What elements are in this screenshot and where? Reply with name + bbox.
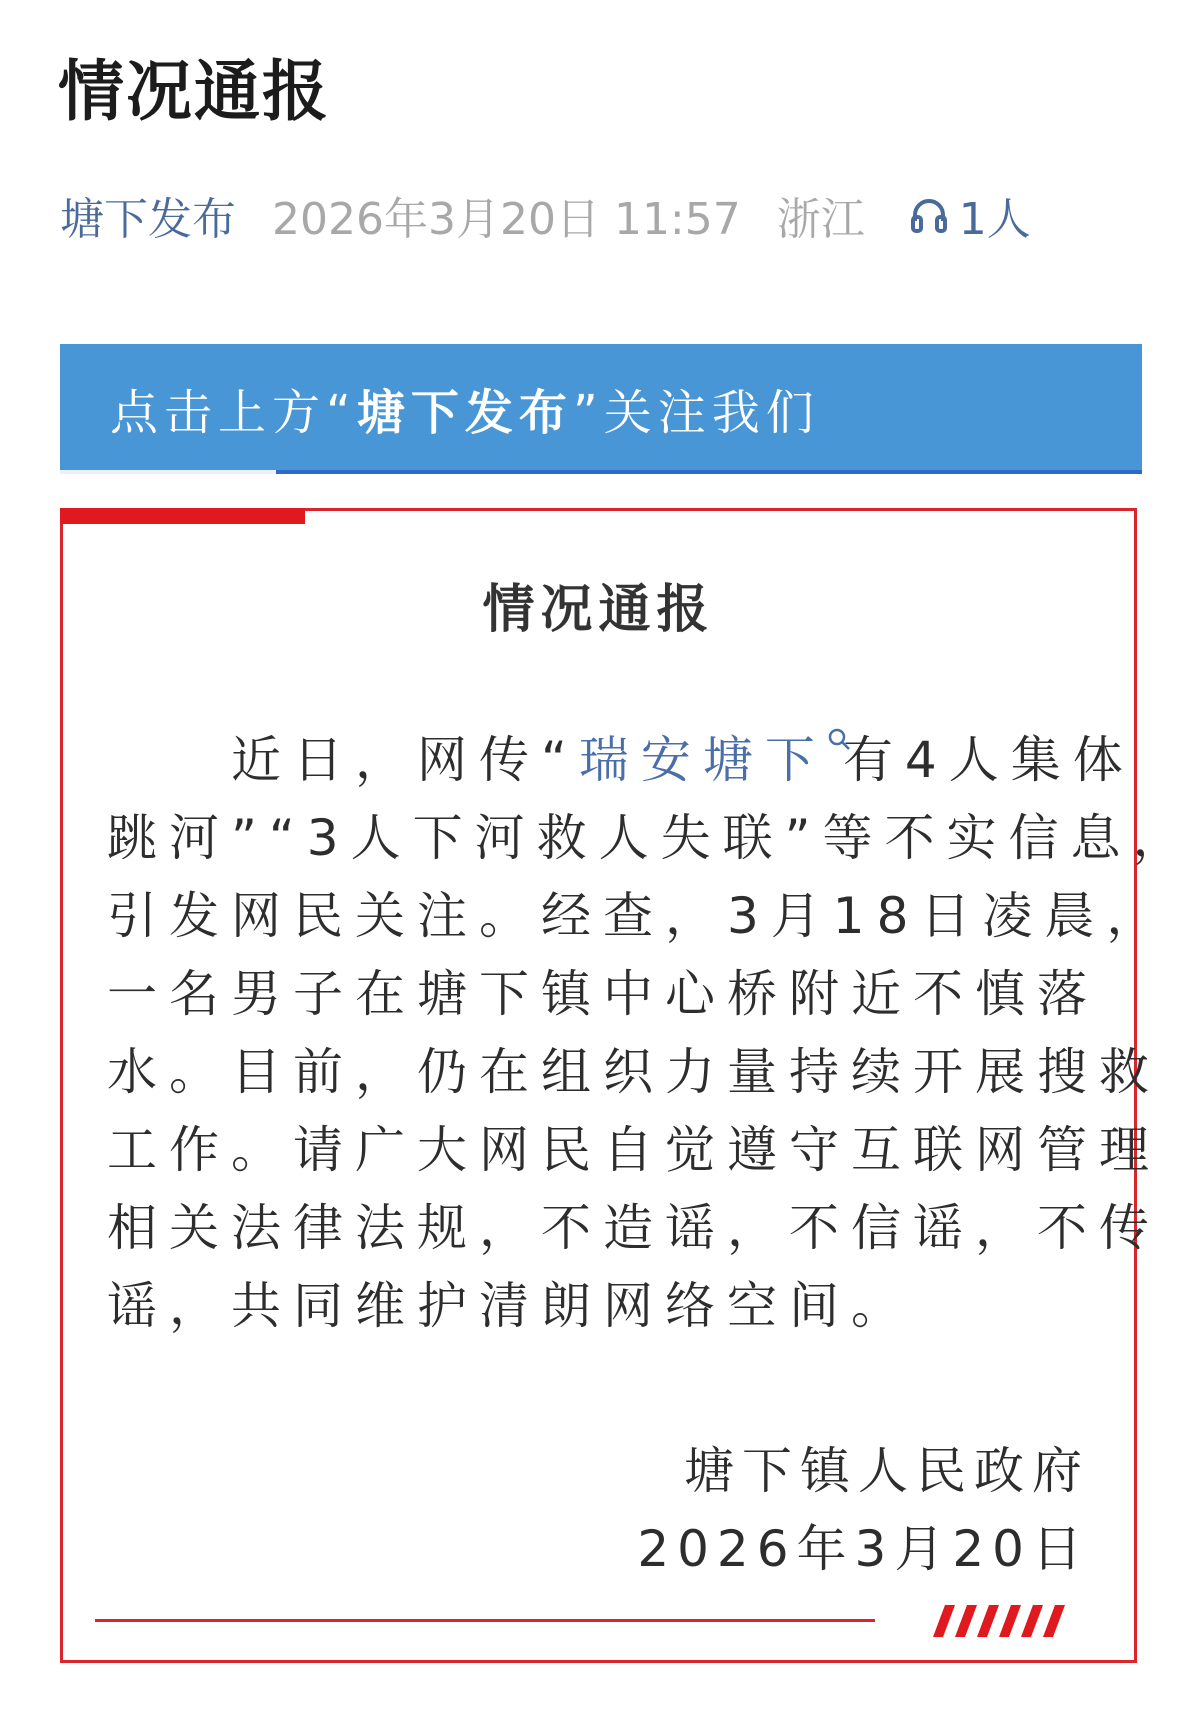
- notice-card: [60, 508, 1195, 1663]
- publish-region: 浙江: [776, 194, 865, 245]
- banner-prefix: 点击上方“: [110, 384, 357, 441]
- article-meta: [60, 180, 1031, 250]
- body-line: 水。目前，仍在组织力量持续开展搜救: [107, 1043, 1161, 1101]
- banner-account-name: 塘下发布: [356, 384, 573, 441]
- banner-accent-line: [276, 470, 1142, 474]
- listen-button[interactable]: [909, 183, 1031, 247]
- signature-date: 2026年3月20日: [637, 1520, 1090, 1578]
- source-account-link[interactable]: 塘下发布: [60, 194, 236, 245]
- body-line: 引发网民关注。经查，3月18日凌晨，: [107, 887, 1169, 945]
- body-line: 工作。请广大网民自觉遵守互联网管理: [107, 1121, 1161, 1179]
- decorative-hatch-marks: [921, 1601, 1071, 1641]
- card-red-tab: [60, 508, 305, 524]
- notice-body: [107, 721, 1195, 1345]
- notice-heading: 情况通报: [482, 580, 715, 640]
- follow-banner[interactable]: [60, 344, 1142, 472]
- banner-suffix: ”关注我们: [572, 384, 820, 441]
- listener-count: 1人: [958, 194, 1031, 245]
- article-title: 情况通报: [58, 53, 330, 130]
- signature-organization: 塘下镇人民政府: [684, 1442, 1090, 1500]
- body-line: 跳河”“3人下河救人失联”等不实信息，: [107, 809, 1195, 867]
- body-text-segment: 近日，网传“: [107, 731, 579, 789]
- body-line: [107, 721, 1135, 799]
- body-line: 谣，共同维护清朗网络空间。: [107, 1277, 913, 1335]
- keyword-search-link[interactable]: 瑞安塘下: [578, 731, 827, 789]
- bottom-rule: [95, 1619, 875, 1622]
- publish-datetime: 2026年3月20日 11:57: [272, 194, 741, 245]
- body-line: 一名男子在塘下镇中心桥附近不慎落: [107, 965, 1099, 1023]
- follow-banner-text: [110, 374, 820, 443]
- headphones-icon: [909, 195, 949, 235]
- body-text-segment: 有4人集体: [842, 731, 1135, 789]
- body-line: 相关法律法规，不造谣，不信谣，不传: [107, 1199, 1161, 1257]
